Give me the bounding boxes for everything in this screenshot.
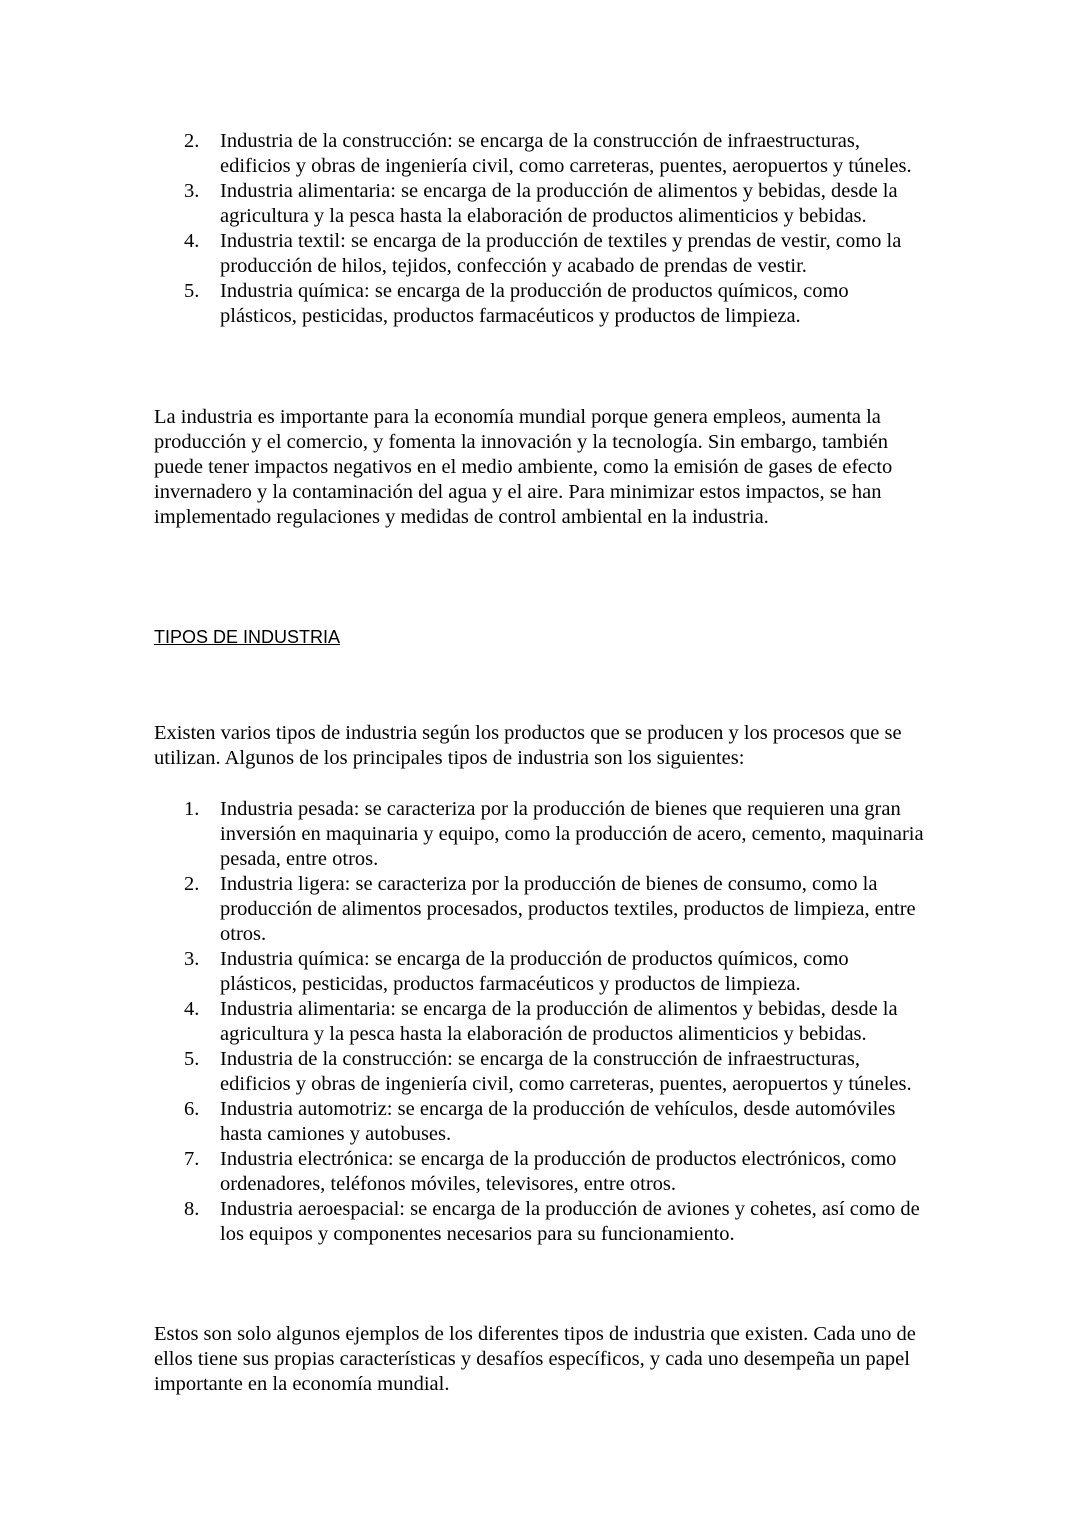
list-number: 6. bbox=[184, 1098, 200, 1120]
list-item-text: Industria alimentaria: se encarga de la producción de alimentos y bebidas, desde la agricultura y la pesca hasta la elaboración de productos alimenticios y bebidas. bbox=[220, 180, 898, 227]
list-item bbox=[0, 872, 1080, 947]
industry-list-continued bbox=[0, 129, 1080, 329]
list-number: 8. bbox=[184, 1198, 200, 1220]
list-item bbox=[0, 229, 1080, 279]
list-number: 3. bbox=[184, 948, 200, 970]
list-number: 7. bbox=[184, 1148, 200, 1170]
list-item-text: Industria química: se encarga de la producción de productos químicos, como plásticos, pesticidas, productos farmacéuticos y productos de limpieza. bbox=[220, 280, 849, 327]
list-item-text: Industria automotriz: se encarga de la producción de vehículos, desde automóviles hasta camiones y autobuses. bbox=[220, 1098, 896, 1145]
list-number: 3. bbox=[184, 180, 200, 202]
list-item-text: Industria ligera: se caracteriza por la producción de bienes de consumo, como la producción de alimentos procesados, productos textiles, productos de limpieza, entre otros. bbox=[220, 873, 916, 945]
list-item-text: Industria electrónica: se encarga de la producción de productos electrónicos, como ordenadores, teléfonos móviles, televisores, entre otros. bbox=[220, 1148, 897, 1195]
list-item bbox=[0, 1097, 1080, 1147]
list-item-text: Industria química: se encarga de la producción de productos químicos, como plásticos, pesticidas, productos farmacéuticos y productos de limpieza. bbox=[220, 948, 849, 995]
list-number: 5. bbox=[184, 1048, 200, 1070]
list-item bbox=[0, 1047, 1080, 1097]
list-item-text: Industria de la construcción: se encarga de la construcción de infraestructuras, edificios y obras de ingeniería civil, como carreteras, puentes, aeropuertos y túneles. bbox=[220, 1048, 912, 1095]
industry-types-list bbox=[0, 797, 1080, 1247]
list-number: 5. bbox=[184, 280, 200, 302]
list-item-text: Industria textil: se encarga de la producción de textiles y prendas de vestir, como la producción de hilos, tejidos, confección y acabado de prendas de vestir. bbox=[220, 230, 902, 277]
list-item-text: Industria de la construcción: se encarga de la construcción de infraestructuras, edificios y obras de ingeniería civil, como carreteras, puentes, aeropuertos y túneles. bbox=[220, 130, 912, 177]
closing-paragraph: Estos son solo algunos ejemplos de los diferentes tipos de industria que existen. Cada uno de ellos tiene sus propias características y desafíos específicos, y cada uno desempeña un papel importante en la economía mundial. bbox=[154, 1323, 916, 1395]
list-item bbox=[0, 1147, 1080, 1197]
list-item bbox=[0, 179, 1080, 229]
list-item bbox=[0, 1197, 1080, 1247]
list-number: 4. bbox=[184, 230, 200, 252]
list-item-text: Industria alimentaria: se encarga de la producción de alimentos y bebidas, desde la agricultura y la pesca hasta la elaboración de productos alimenticios y bebidas. bbox=[220, 998, 898, 1045]
list-item bbox=[0, 279, 1080, 329]
list-item bbox=[0, 997, 1080, 1047]
list-item bbox=[0, 129, 1080, 179]
list-item bbox=[0, 947, 1080, 997]
list-item-text: Industria aeroespacial: se encarga de la producción de aviones y cohetes, así como de los equipos y componentes necesarios para su funcionamiento. bbox=[220, 1198, 920, 1245]
intro-paragraph: Existen varios tipos de industria según los productos que se producen y los procesos que se utilizan. Algunos de los principales tipos de industria son los siguientes: bbox=[154, 722, 902, 769]
list-item bbox=[0, 797, 1080, 872]
list-number: 2. bbox=[184, 130, 200, 152]
section-heading: TIPOS DE INDUSTRIA bbox=[154, 627, 341, 647]
list-number: 2. bbox=[184, 873, 200, 895]
importance-paragraph: La industria es importante para la economía mundial porque genera empleos, aumenta la producción y el comercio, y fomenta la innovación y la tecnología. Sin embargo, también puede tener impactos negativos en el medio ambiente, como la emisión de gases de efecto invernadero y la contaminación del agua y el aire. Para minimizar estos impactos, se han implementado regulaciones y medidas de control ambiental en la industria. bbox=[154, 406, 893, 528]
list-number: 4. bbox=[184, 998, 200, 1020]
list-number: 1. bbox=[184, 798, 200, 820]
list-item-text: Industria pesada: se caracteriza por la producción de bienes que requieren una gran inversión en maquinaria y equipo, como la producción de acero, cemento, maquinaria pesada, entre otros. bbox=[220, 798, 924, 870]
